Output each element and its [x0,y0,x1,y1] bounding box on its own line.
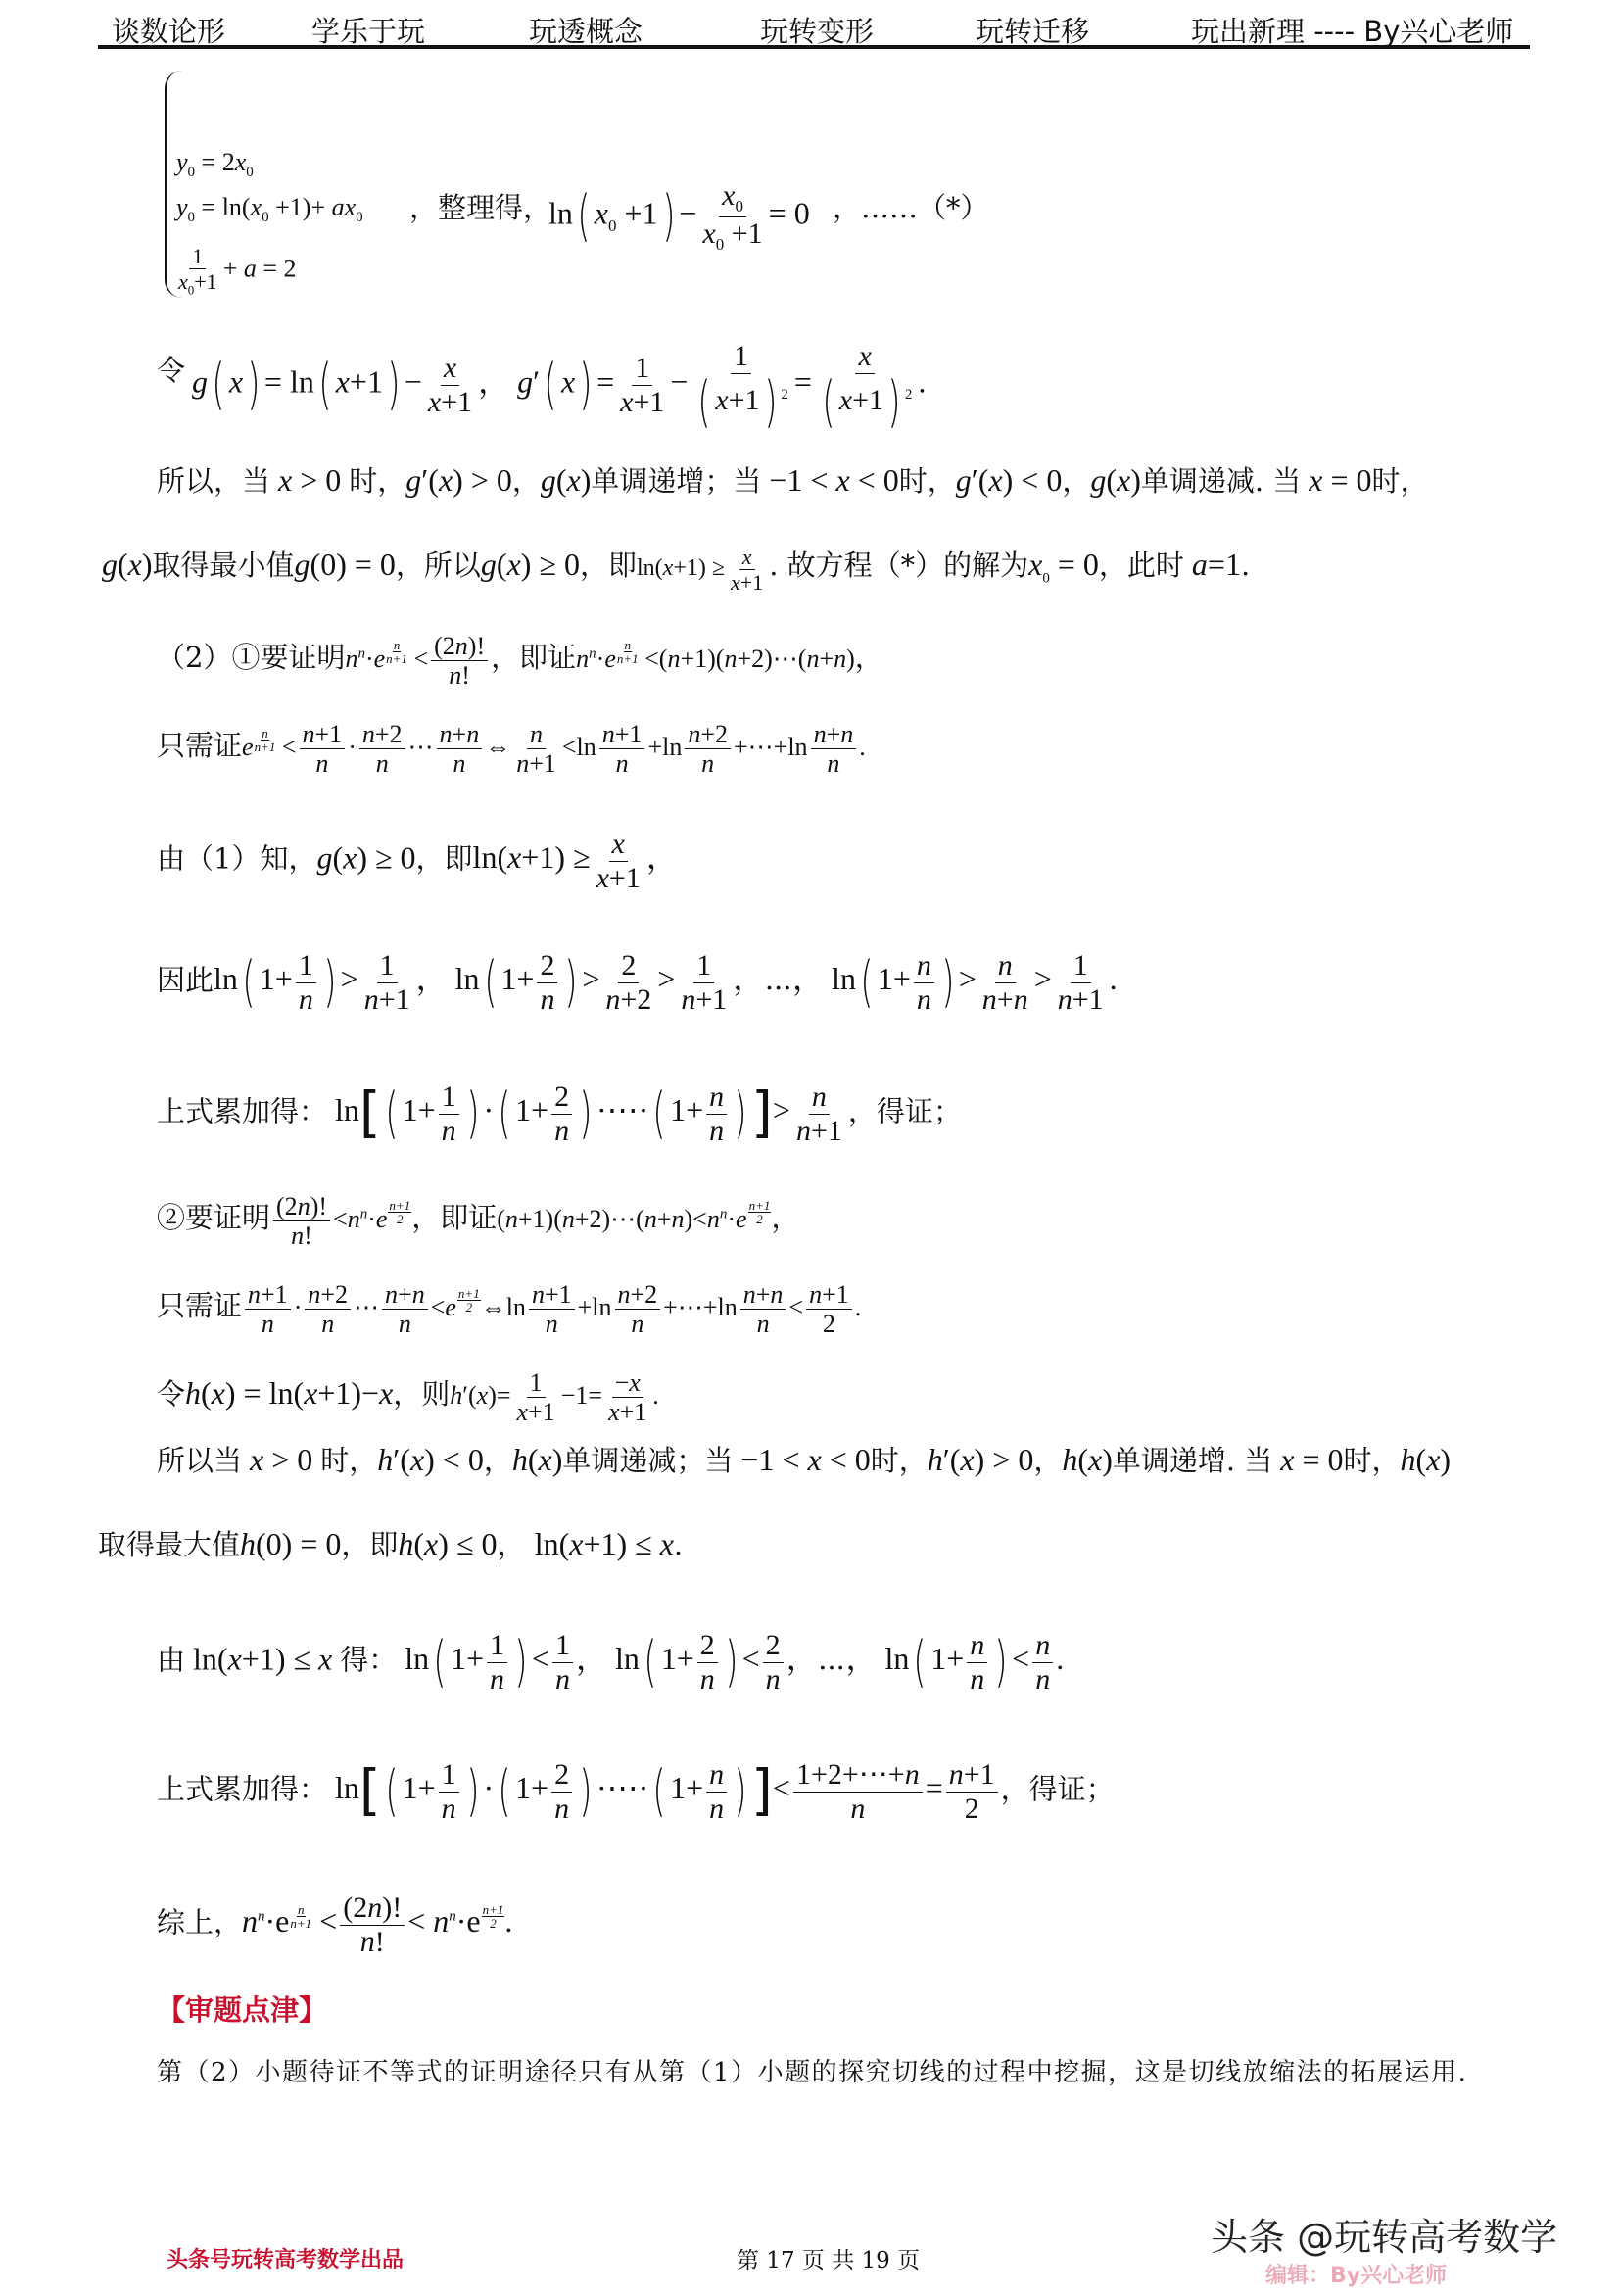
system-tag: ，……（*） [833,191,989,224]
header-item-6: 玩出新理 ---- By兴心老师 [1191,15,1514,48]
header-item-2: 学乐于玩 [311,15,426,48]
hence-line: 因此ln( 1+ $\frac{1}{n}$ ) > $\frac{1}{n+1}$ ， ln( 1+ $\frac{2}{n}$ ) > $\frac{2}{n+2}$ > $\frac{1}{n+1}$ ，⋯， ln( 1+ $\frac{n}{n}$ ) > $\frac{n}{n+n}$ > $\frac{1}{n+1}$ . [157,949,1118,1016]
header-item-5: 玩转迁移 [976,15,1090,48]
footer-editor-watermark: 编辑：By兴心老师 [1265,2264,1448,2288]
system-eq-1: $y_0 = 2x_0$ [176,148,254,181]
mono-line-2: g(x)取得最小值g(0) = 0，所以g(x) ≥ 0，即ln(x+1) ≥ $\frac{x}{x+1}$ . 故方程（*）的解为$x_0 = 0$，此时 a=1. [102,544,1251,595]
mono-line-4: 取得最大值h(0) = 0，即h(x) ≤ 0， ln(x+1) ≤ x. [98,1526,684,1561]
g-definition: g( x) = ln( x+1) − $\frac{x}{x+1}$ ， g′( x) = $\frac{1}{x+1}$ − $\frac{1}{( x+1) ^2}$ = $\frac{x}{( x+1) ^2}$ . [192,340,927,434]
part2-2-statement: ②要证明 $\frac{(2n)!}{n!}$ $<n^n\cdot e$ $\frac{n+1}{2}$ ，即证$(n+1)(n+2)\cdots(n+n)<n^n\cdot e$ $\frac{n+1}{2}$ ， [157,1192,800,1251]
sum-line-1: 上式累加得： ln[( 1+ $\frac{1}{n}$ ) ·( 1+ $\frac{2}{n}$ ) ·⋯·( 1+ $\frac{n}{n}$ )]> $\frac{n}{n+1}$ ，得证； [157,1080,962,1147]
review-text: 第（2）小题待证不等式的证明途径只有从第（1）小题的探究切线的过程中挖掘，这是切线放缩法的拓展运用. [157,2058,1468,2087]
let-g-label: 令 [157,354,186,387]
system-note: ，整理得， [409,191,552,224]
need-proof-2: 只需证 $\frac{n+1}{n}$ · $\frac{n+2}{n}$ ⋯ $\frac{n+n}{n}$ <e $\frac{n+1}{2}$ ⇔ln $\frac{n+1}{n}$ +ln $\frac{n+2}{n}$ +⋯+ln $\frac{n+n}{n}$ < $\frac{n+1}{2}$ . [157,1280,862,1339]
from-ln-line: 由 ln(x+1) ≤ x 得： ln( 1+ $\frac{1}{n}$ ) < $\frac{1}{n}$ ， ln( 1+ $\frac{2}{n}$ ) < $\frac{2}{n}$ ，⋯， ln( 1+ $\frac{n}{n}$ ) < $\frac{n}{n}$ . [157,1629,1065,1696]
footer-page-number: 第 17 页 共 19 页 [737,2248,921,2273]
let-h: 令h(x) = ln(x+1)−x，则h′(x)= $\frac{1}{x+1}$ −1= $\frac{-x}{x+1}$ . [157,1368,659,1427]
mono-line-1: 所以，当 x > 0 时，g′(x) > 0，g(x)单调递增；当 −1 < x < 0时，g′(x) < 0，g(x)单调递减. 当 x = 0时， [157,462,1429,498]
system-eq-2: $y_0 = \ln(x_0 +1)+ ax_0$ [176,193,363,226]
footer-source: 头条号玩转高考数学出品 [167,2248,405,2272]
conclusion-line: 综上，$n^n\cdot e$ $\frac{n}{n+1}$ < $\frac{(2n)!}{n!}$ < $n^n\cdot e$ $\frac{n+1}{2}$ . [157,1891,513,1958]
page-header [98,6,1530,49]
header-item-4: 玩转变形 [760,15,875,48]
from-part1: 由（1）知，g(x) ≥ 0，即ln(x+1) ≥ $\frac{x}{x+1}$ ， [157,828,678,894]
mono-line-3: 所以当 x > 0 时，h′(x) < 0，h(x)单调递减；当 −1 < x < 0时，h′(x) > 0，h(x)单调递增. 当 x = 0时，h(x) [157,1442,1452,1477]
sum-line-2: 上式累加得： ln[( 1+ $\frac{1}{n}$ ) ·( 1+ $\frac{2}{n}$ ) ·⋯·( 1+ $\frac{n}{n}$ )]< $\frac{1+2+\cdots+n}{n}$ = $\frac{n+1}{2}$ ，得证； [157,1758,1115,1825]
part2-1-statement: （2）①要证明$n^n\cdot e$ $\frac{n}{n+1}$ < $\frac{(2n)!}{n!}$ ，即证$n^n\cdot e$ $\frac{n}{n+1}$ <(n+1)(n+2)⋯(n+n)， [157,632,883,691]
system-result: ln( $x_0 +1$) − $\frac{x_0}{x_0 +1}$ = 0 [548,179,810,254]
header-item-1: 谈数论形 [112,15,226,48]
toutiao-watermark: 头条 @玩转高考数学 [1211,2216,1558,2259]
review-label: 【审题点津】 [157,1993,328,2027]
system-eq-3: $\frac{1}{x_0+1}$ + a = 2 [178,244,297,298]
header-item-3: 玩透概念 [529,15,643,48]
need-proof-1: 只需证e $\frac{n}{n+1}$ < $\frac{n+1}{n}$ · $\frac{n+2}{n}$ ⋯ $\frac{n+n}{n}$ ⇔ $\frac{n}{n+1}$ <ln $\frac{n+1}{n}$ +ln $\frac{n+2}{n}$ +⋯+ln $\frac{n+n}{n}$ . [157,720,866,779]
